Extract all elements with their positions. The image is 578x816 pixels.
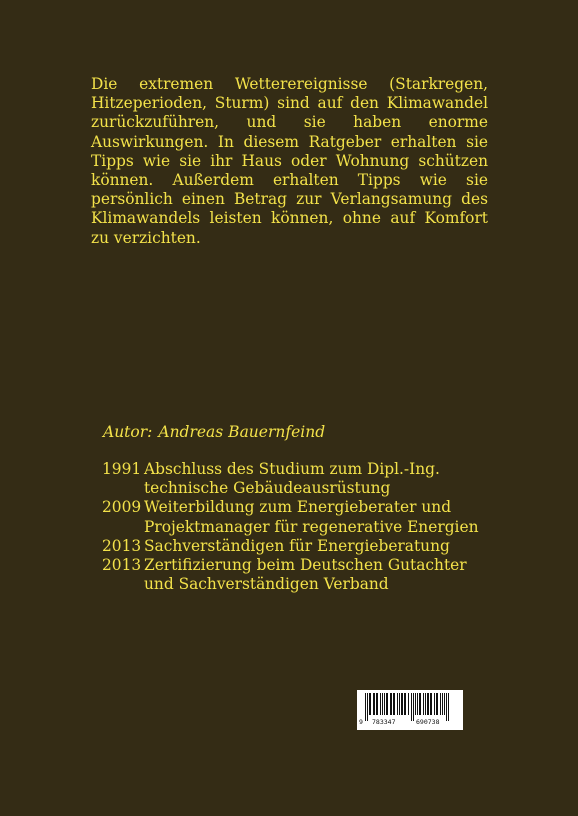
timeline-line: Sachverständigen für Energieberatung [144, 536, 450, 555]
timeline-entry [102, 460, 484, 498]
barcode-digit-first: 9 [359, 718, 363, 726]
timeline-description [144, 537, 484, 556]
barcode-bar [423, 693, 424, 715]
barcode-bar [404, 693, 406, 715]
timeline-year: 1991 [102, 460, 142, 478]
barcode-bar [408, 693, 409, 715]
timeline-entry [102, 556, 484, 594]
timeline-description [144, 498, 484, 536]
timeline-year: 2009 [102, 498, 142, 517]
barcode-bar [425, 693, 426, 715]
barcode-bar [442, 693, 443, 715]
timeline-line: Projektmanager für regenerative Energien [144, 517, 479, 536]
timeline-year: 2013 [102, 556, 142, 575]
barcode-bar [415, 693, 416, 715]
author-timeline [102, 460, 484, 594]
barcode-bar [417, 693, 418, 715]
barcode-bar [399, 693, 400, 715]
barcode-bar [427, 693, 429, 715]
barcode-digits-left: 783347 [372, 718, 396, 726]
author-name: Andreas Bauernfeind [158, 423, 326, 441]
barcode-bar [386, 693, 388, 715]
cover-blurb: Die extremen Wetterereignisse (Starkregen, Hitzeperioden, Sturm) sind auf den Klimawandel zurückzuführen, und sie haben enorme Auswirkungen. In diesem Ratgeber erhalten sie Tipps wie sie ihr Haus oder Wohnung schützen können. Außerdem erhalten Tipps wie sie persönlich einen Betrag zur Verlangsamung des Klimawandels leisten können, ohne auf Komfort zu verzichten. [91, 75, 488, 247]
barcode-bar [369, 693, 371, 715]
barcode-bar [419, 693, 421, 715]
timeline-line: Weiterbildung zum Energieberater und [144, 498, 452, 517]
barcode-bar [384, 693, 385, 715]
barcode-bar [401, 693, 403, 715]
barcode-bar [434, 693, 435, 715]
barcode-bar [373, 693, 375, 715]
isbn-barcode [357, 690, 463, 730]
barcode-bar [397, 693, 398, 715]
barcode-bar [382, 693, 383, 715]
timeline-description [144, 460, 484, 498]
author-label: Autor: [103, 423, 153, 441]
barcode-bar [376, 693, 378, 715]
timeline-line: Abschluss des Studium zum Dipl.-Ing. [144, 460, 440, 478]
barcode-digits-right: 690738 [416, 718, 440, 726]
author-line [103, 422, 325, 442]
barcode-bar [393, 693, 395, 715]
barcode-bar [436, 693, 438, 715]
barcode-bar [440, 693, 441, 715]
barcode-bar [380, 693, 381, 715]
barcode-digits [357, 717, 463, 729]
timeline-line: technische Gebäudeausrüstung [144, 479, 391, 498]
timeline-year: 2013 [102, 536, 142, 555]
timeline-description [144, 556, 484, 594]
barcode-bar [430, 693, 432, 715]
timeline-line: und Sachverständigen Verband [144, 575, 389, 594]
timeline-entry [102, 498, 484, 536]
barcode-bar [390, 693, 392, 715]
timeline-line: Zertifizierung beim Deutschen Gutachter [144, 556, 467, 575]
timeline-entry [102, 537, 484, 556]
barcode-bar [444, 693, 445, 715]
